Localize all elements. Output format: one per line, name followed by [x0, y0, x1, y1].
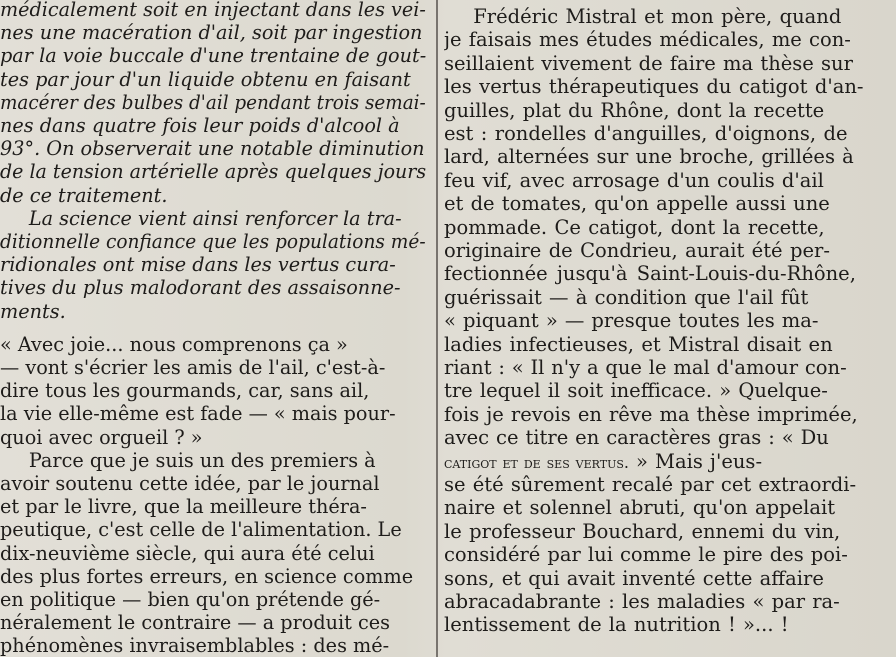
text-line: feu vif, avec arrosage d'un coulis d'ail — [444, 168, 824, 192]
text-line: — vont s'écrier les amis de l'ail, c'est-à- — [0, 356, 386, 379]
text-line: nes une macération d'ail, soit par ingestion — [0, 21, 423, 45]
text-line: 93°. On observerait une notable diminution — [0, 137, 425, 161]
text-line: seillaient vivement de faire ma thèse sur — [444, 51, 853, 75]
text-line: pommade. Ce catigot, dont la recette, — [444, 215, 825, 239]
text-line: ments. — [0, 299, 66, 323]
text-line: nes dans quatre fois leur poids d'alcool à — [0, 114, 400, 137]
text-line: se été sûrement recalé par cet extraordi- — [444, 473, 857, 496]
text-line: est : rondelles d'anguilles, d'oignons, de — [444, 122, 848, 145]
text-line: fectionnée jusqu'à Saint-Louis-du-Rhône, — [444, 262, 856, 286]
left-column — [0, 0, 432, 657]
text-line: avec ce titre en caractères gras : « Du — [444, 426, 829, 450]
text-line: La science vient ainsi renforcer la tra- — [0, 206, 402, 230]
text-line: guérissait — à condition que l'ail fût — [444, 285, 809, 309]
text-line: néralement le contraire — a produit ces — [0, 611, 391, 635]
text-line: « piquant » — presque toutes les ma- — [444, 309, 819, 333]
text-line: peutique, c'est celle de l'alimentation. Le — [0, 518, 402, 542]
text-line: ditionnelle confiance que les populations mé- — [0, 230, 426, 253]
text-line: je faisais mes études médicales, me con- — [444, 28, 851, 52]
text-line: des plus fortes erreurs, en science comme — [0, 564, 414, 588]
text-line: le professeur Bouchard, ennemi du vin, — [444, 519, 841, 543]
text-line: lard, alternées sur une broche, grillées à — [444, 145, 854, 169]
text-line: « Avec joie... nous comprenons ça » — [0, 332, 348, 356]
text-line: de la tension artérielle après quelques jours — [0, 160, 427, 184]
text-line: avoir soutenu cette idée, par le journal — [0, 472, 380, 495]
text-line: la vie elle-même est fade — « mais pour- — [0, 402, 396, 426]
text-line: de ce traitement. — [0, 183, 168, 207]
text-line: et de tomates, qu'on appelle aussi une — [444, 192, 830, 216]
text-line: considéré par lui comme le pire des poi- — [444, 543, 848, 567]
text-line: naire et solennel abruti, qu'on appelait — [444, 496, 836, 520]
text-line: fois je revois en rêve ma thèse imprimée, — [444, 402, 858, 426]
text-line: macérer des bulbes d'ail pendant trois semai- — [0, 90, 426, 114]
text-line: sons, et qui avait inventé cette affaire — [444, 566, 824, 590]
text-line: quoi avec orgueil ? » — [0, 425, 203, 449]
text-line: riant : « Il n'y a que le mal d'amour con- — [444, 356, 847, 379]
text-line: ridionales ont mise dans les vertus cura- — [0, 253, 396, 277]
text-line: Frédéric Mistral et mon père, quand — [444, 5, 842, 28]
right-column — [444, 0, 896, 657]
text-line: en politique — bien qu'on prétende gé- — [0, 588, 381, 611]
column-rule — [436, 0, 438, 657]
text-line: tre lequel il soit inefficace. » Quelque- — [444, 379, 828, 403]
text-line: tes par jour d'un liquide obtenu en faisant — [0, 67, 411, 91]
text-line: lentissement de la nutrition ! »... ! — [444, 613, 789, 637]
text-line: dire tous les gourmands, car, sans ail, — [0, 379, 370, 403]
text-line: guilles, plat du Rhône, dont la recette — [444, 98, 825, 122]
text-line: abracadabrante : les maladies « par ra- — [444, 590, 840, 613]
text-line: phénomènes invraisemblables : des mé- — [0, 634, 390, 657]
text-line: et par le livre, que la meilleure théra- — [0, 495, 367, 519]
text-line: Parce que je suis un des premiers à — [0, 448, 376, 472]
text-line: les vertus thérapeutiques du catigot d'an- — [444, 75, 864, 99]
text-line: ladies infectieuses, et Mistral disait en — [444, 332, 833, 356]
text-line: par la voie buccale d'une trentaine de gout- — [0, 44, 427, 68]
text-line: médicalement soit en injectant dans les vei- — [0, 0, 426, 21]
text-line: catigot et de ses vertus. » Mais j'eus- — [444, 449, 763, 473]
text-line: tives du plus malodorant des assaisonne- — [0, 276, 401, 300]
text-line: dix-neuvième siècle, qui aura été celui — [0, 541, 375, 565]
text-line: originaire de Condrieu, aurait été per- — [444, 239, 830, 262]
